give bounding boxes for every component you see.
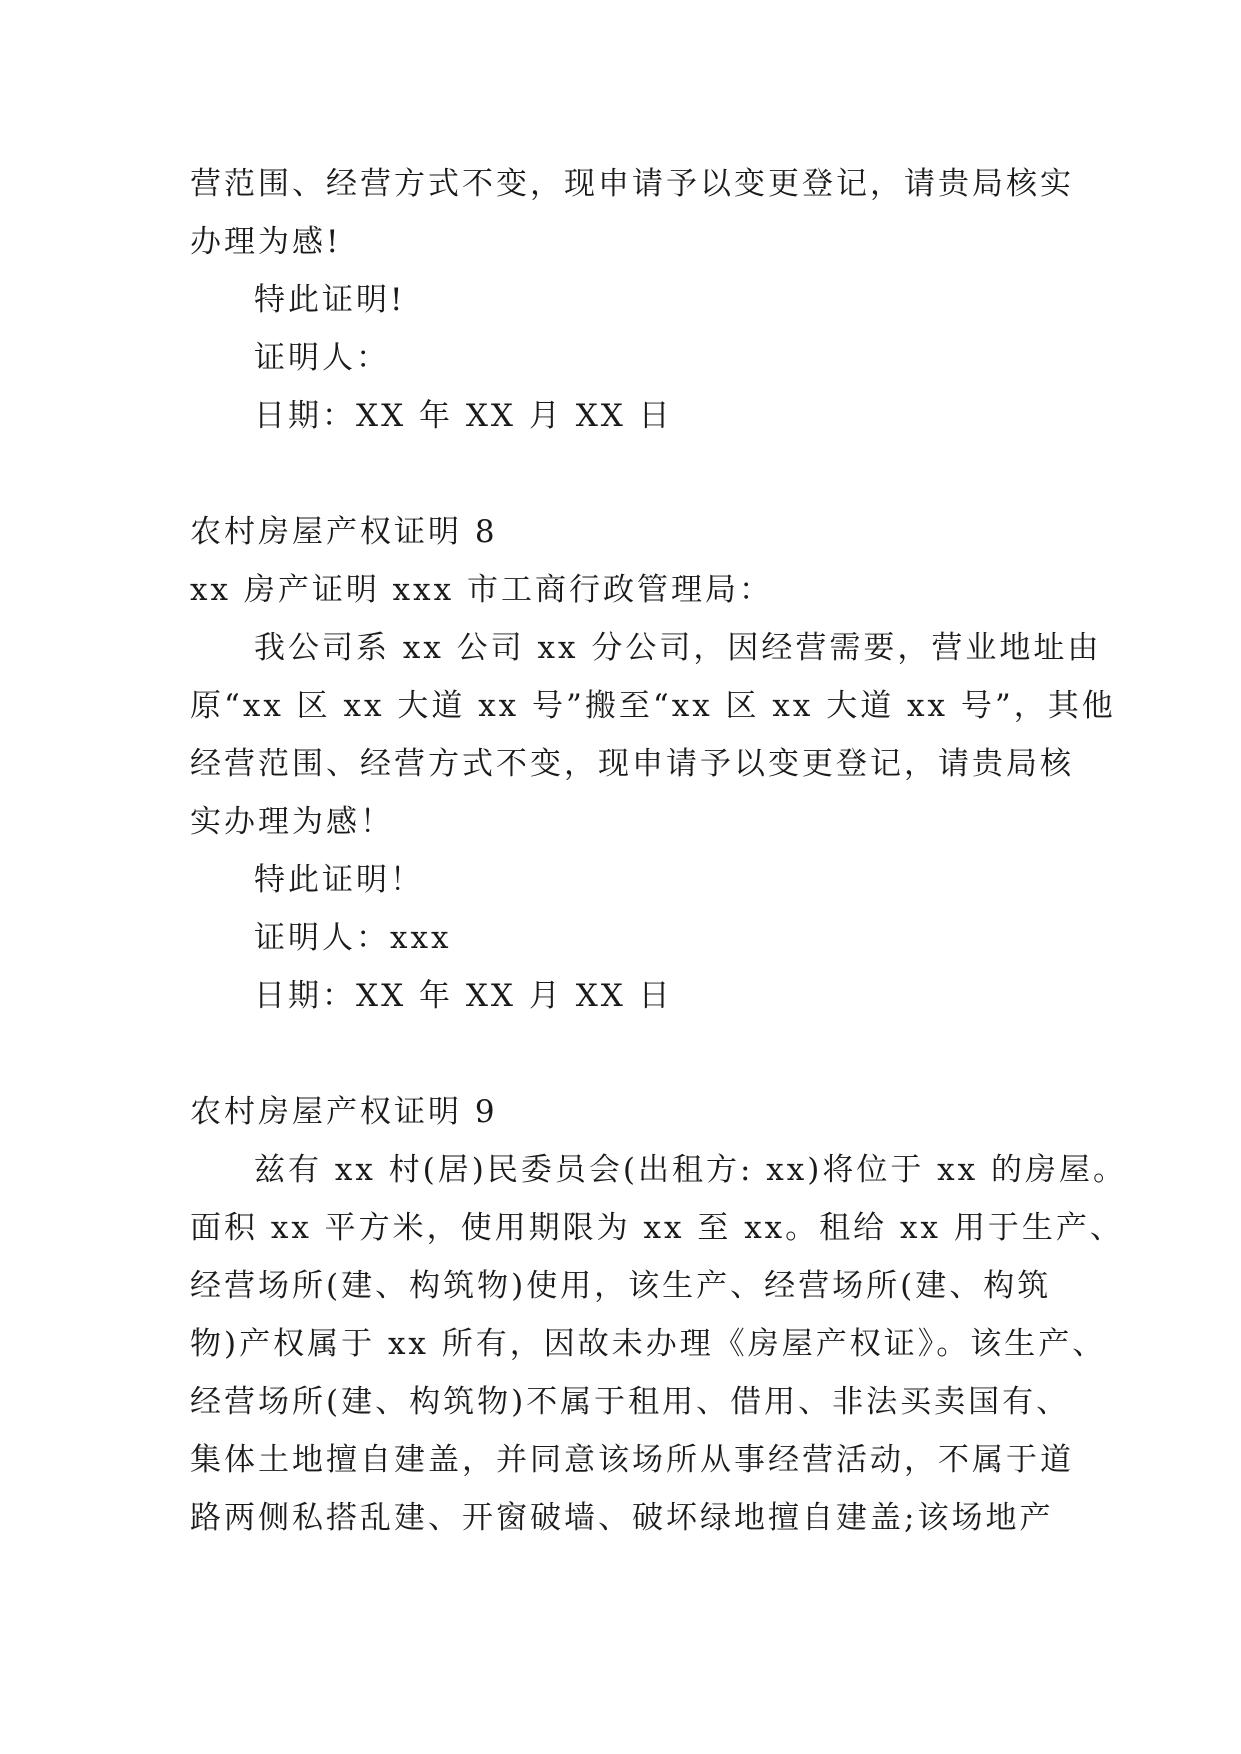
paragraph-line: 营范围、经营方式不变，现申请予以变更登记，请贵局核实 — [190, 166, 1074, 202]
paragraph-line: 我公司系 xx 公司 xx 分公司，因经营需要，营业地址由 — [254, 630, 1102, 666]
date-line: 日期：XX 年 XX 月 XX 日 — [254, 398, 673, 434]
paragraph-line: 经营场所(建、构筑物)不属于租用、借用、非法买卖国有、 — [190, 1384, 1071, 1420]
addressee-line: xx 房产证明 xxx 市工商行政管理局： — [190, 572, 773, 608]
paragraph-line: 兹有 xx 村(居)民委员会(出租方: xx)将位于 xx 的房屋。 — [254, 1152, 1127, 1188]
certifier-line: 证明人：xxx — [254, 920, 452, 956]
paragraph-line: 面积 xx 平方米，使用期限为 xx 至 xx。租给 xx 用于生产、 — [190, 1210, 1124, 1246]
paragraph-line: 经营场所(建、构筑物)使用，该生产、经营场所(建、构筑 — [190, 1268, 1052, 1304]
paragraph-line: 原“xx 区 xx 大道 xx 号”搬至“xx 区 xx 大道 xx 号”，其他 — [190, 688, 1116, 724]
certifier-line: 证明人： — [254, 340, 390, 376]
paragraph-line: 路两侧私搭乱建、开窗破墙、破坏绿地擅自建盖;该场地产 — [190, 1500, 1054, 1536]
paragraph-line: 经营范围、经营方式不变，现申请予以变更登记，请贵局核 — [190, 746, 1074, 782]
section-title: 农村房屋产权证明 8 — [190, 514, 498, 550]
date-line: 日期：XX 年 XX 月 XX 日 — [254, 978, 673, 1014]
section-title: 农村房屋产权证明 9 — [190, 1094, 498, 1130]
paragraph-line: 办理为感! — [190, 224, 342, 260]
paragraph-line: 集体土地擅自建盖，并同意该场所从事经营活动，不属于道 — [190, 1442, 1074, 1478]
closing-statement: 特此证明! — [254, 282, 406, 318]
paragraph-line: 物)产权属于 xx 所有，因故未办理《房屋产权证》。该生产、 — [190, 1326, 1107, 1362]
closing-statement: 特此证明！ — [254, 862, 424, 898]
paragraph-line: 实办理为感！ — [190, 804, 394, 840]
